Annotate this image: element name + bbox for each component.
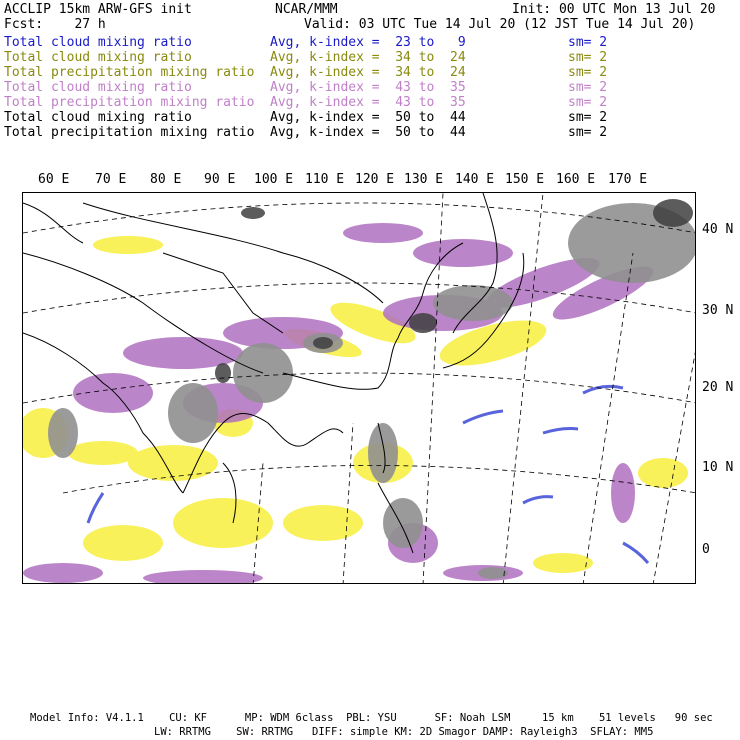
field-smoothing: sm= 2 (568, 35, 608, 50)
field-name: Total cloud mixing ratio (4, 80, 192, 95)
longitude-label: 120 E (355, 172, 395, 187)
valid-time: Valid: 03 UTC Tue 14 Jul 20 (12 JST Tue 14 Jul 20) (304, 17, 696, 32)
field-k-index-range: Avg, k-index = 43 to 35 (270, 80, 466, 95)
latitude-label: 0 (702, 542, 710, 557)
longitude-label: 140 E (455, 172, 495, 187)
longitude-label: 80 E (150, 172, 182, 187)
longitude-label: 160 E (556, 172, 596, 187)
latitude-label: 30 N (702, 303, 734, 318)
field-k-index-range: Avg, k-index = 50 to 44 (270, 125, 466, 140)
field-smoothing: sm= 2 (568, 65, 608, 80)
longitude-label: 70 E (95, 172, 127, 187)
longitude-label: 60 E (38, 172, 70, 187)
organization-label: NCAR/MMM (275, 2, 338, 17)
longitude-label: 130 E (404, 172, 444, 187)
field-k-index-range: Avg, k-index = 50 to 44 (270, 110, 466, 125)
plot-title: ACCLIP 15km ARW-GFS init (4, 2, 192, 17)
longitude-label: 110 E (305, 172, 345, 187)
map-panel (22, 192, 696, 584)
longitude-label: 90 E (204, 172, 236, 187)
field-k-index-range: Avg, k-index = 43 to 35 (270, 95, 466, 110)
field-smoothing: sm= 2 (568, 110, 608, 125)
field-name: Total precipitation mixing ratio (4, 95, 255, 110)
field-smoothing: sm= 2 (568, 125, 608, 140)
longitude-label: 170 E (608, 172, 648, 187)
longitude-label: 150 E (505, 172, 545, 187)
field-k-index-range: Avg, k-index = 34 to 24 (270, 50, 466, 65)
field-name: Total cloud mixing ratio (4, 110, 192, 125)
init-time: Init: 00 UTC Mon 13 Jul 20 (512, 2, 716, 17)
longitude-label: 100 E (254, 172, 294, 187)
field-smoothing: sm= 2 (568, 95, 608, 110)
model-info-line1: Model Info: V4.1.1 CU: KF MP: WDM 6class PBL: YSU SF: Noah LSM 15 km 51 levels 90 sec (30, 712, 713, 724)
field-k-index-range: Avg, k-index = 23 to 9 (270, 35, 466, 50)
field-smoothing: sm= 2 (568, 80, 608, 95)
map-canvas (23, 193, 696, 584)
field-k-index-range: Avg, k-index = 34 to 24 (270, 65, 466, 80)
model-info-line2: LW: RRTMG SW: RRTMG DIFF: simple KM: 2D Smagor DAMP: Rayleigh3 SFLAY: MM5 (154, 726, 654, 738)
latitude-label: 40 N (702, 222, 734, 237)
field-name: Total precipitation mixing ratio (4, 125, 255, 140)
forecast-hour: Fcst: 27 h (4, 17, 106, 32)
field-name: Total cloud mixing ratio (4, 50, 192, 65)
field-name: Total cloud mixing ratio (4, 35, 192, 50)
latitude-label: 10 N (702, 460, 734, 475)
field-smoothing: sm= 2 (568, 50, 608, 65)
field-name: Total precipitation mixing ratio (4, 65, 255, 80)
latitude-label: 20 N (702, 380, 734, 395)
